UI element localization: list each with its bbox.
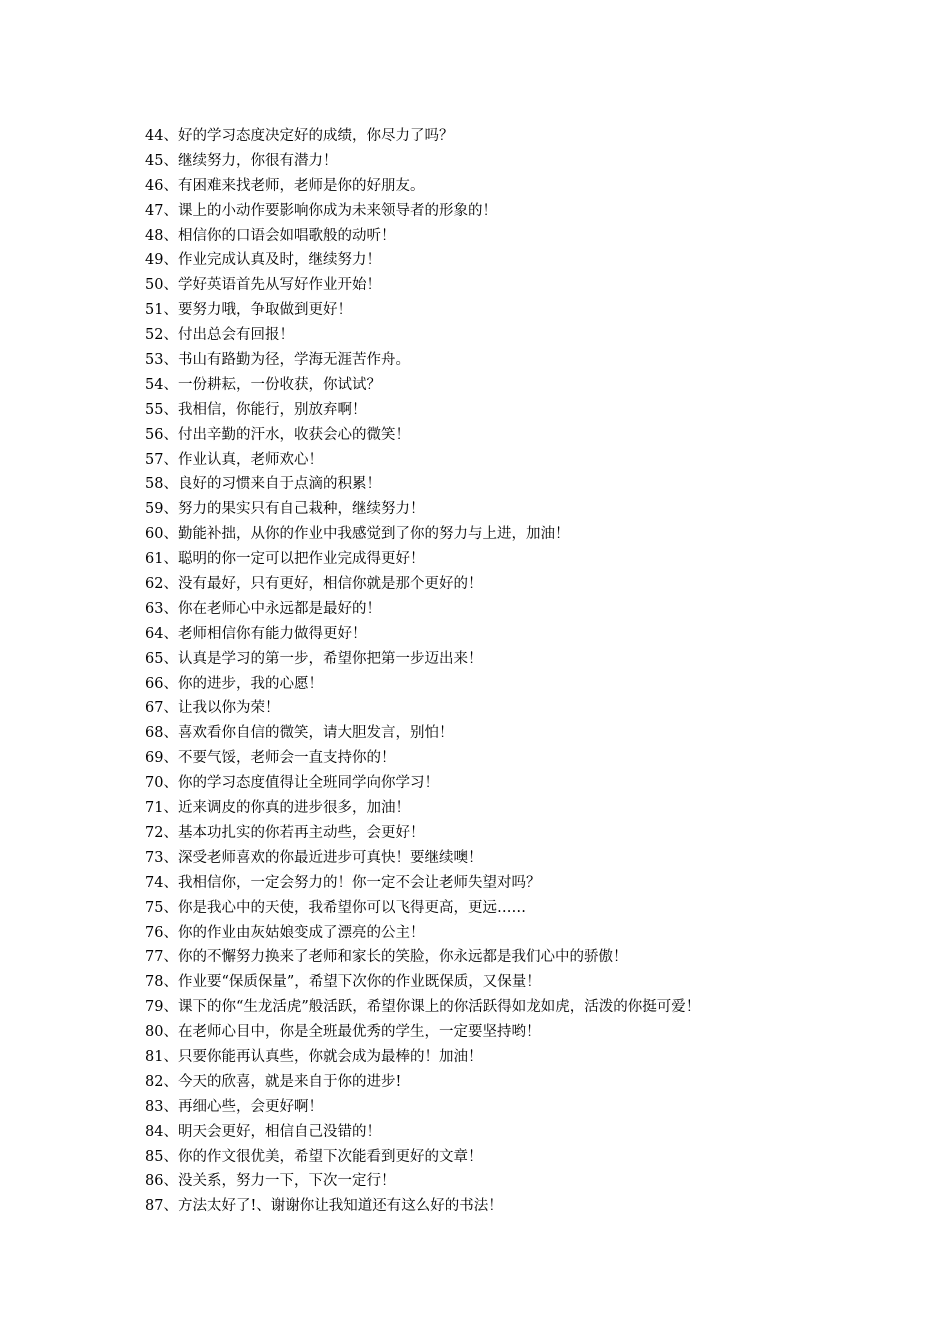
comment-line: 84、明天会更好，相信自己没错的！ [145, 1123, 381, 1140]
comment-line: 71、近来调皮的你真的进步很多，加油！ [145, 800, 410, 817]
comment-line: 69、不要气馁，老师会一直支持你的！ [145, 750, 396, 767]
comment-line: 54、一份耕耘，一份收获，你试试？ [145, 376, 381, 393]
comment-line: 61、聪明的你一定可以把作业完成得更好！ [145, 551, 425, 568]
comment-line: 51、要努力哦，争取做到更好！ [145, 302, 352, 319]
comment-line: 53、书山有路勤为径，学海无涯苦作舟。 [145, 352, 410, 369]
comment-line: 52、付出总会有回报！ [145, 327, 294, 344]
comment-line: 55、我相信，你能行，别放弃啊！ [145, 401, 367, 418]
comment-line: 85、你的作文很优美，希望下次能看到更好的文章！ [145, 1148, 483, 1165]
comment-line: 74、我相信你，一定会努力的！你一定不会让老师失望对吗？ [145, 874, 541, 891]
comment-line: 70、你的学习态度值得让全班同学向你学习！ [145, 775, 439, 792]
comment-line: 86、没关系，努力一下，下次一定行！ [145, 1173, 396, 1190]
comment-line: 72、基本功扎实的你若再主动些，会更好！ [145, 824, 425, 841]
comment-line: 78、作业要“保质保量”，希望下次你的作业既保质，又保量！ [145, 974, 541, 991]
comment-line: 49、作业完成认真及时，继续努力！ [145, 252, 381, 269]
comment-line: 46、有困难来找老师，老师是你的好朋友。 [145, 177, 425, 194]
comment-line: 48、相信你的口语会如唱歌般的动听！ [145, 227, 396, 244]
comment-line: 63、你在老师心中永远都是最好的！ [145, 600, 381, 617]
comment-line: 75、你是我心中的天使，我希望你可以飞得更高，更远…… [145, 899, 526, 916]
comment-line: 87、方法太好了!、谢谢你让我知道还有这么好的书法！ [145, 1198, 503, 1215]
comment-line: 73、深受老师喜欢的你最近进步可真快！要继续噢！ [145, 849, 483, 866]
comment-line: 68、喜欢看你自信的微笑，请大胆发言，别怕！ [145, 725, 454, 742]
comment-line: 60、勤能补拙，从你的作业中我感觉到了你的努力与上进，加油！ [145, 526, 570, 543]
comment-line: 57、作业认真，老师欢心！ [145, 451, 323, 468]
comment-list [145, 124, 845, 1219]
comment-line: 83、再细心些，会更好啊！ [145, 1098, 323, 1115]
comment-line: 56、付出辛勤的汗水，收获会心的微笑！ [145, 426, 410, 443]
comment-line: 76、你的作业由灰姑娘变成了漂亮的公主！ [145, 924, 425, 941]
comment-line: 58、良好的习惯来自于点滴的积累！ [145, 476, 381, 493]
comment-line: 64、老师相信你有能力做得更好！ [145, 625, 367, 642]
comment-line: 47、课上的小动作要影响你成为未来领导者的形象的！ [145, 202, 497, 219]
comment-line: 67、让我以你为荣！ [145, 700, 280, 717]
comment-line: 59、努力的果实只有自己栽种，继续努力！ [145, 501, 425, 518]
comment-line: 82、今天的欣喜，就是来自于你的进步! [145, 1073, 402, 1090]
comment-line: 50、学好英语首先从写好作业开始！ [145, 277, 381, 294]
comment-line: 62、没有最好，只有更好，相信你就是那个更好的！ [145, 576, 483, 593]
comment-line: 65、认真是学习的第一步，希望你把第一步迈出来！ [145, 650, 483, 667]
comment-line: 80、在老师心目中，你是全班最优秀的学生，一定要坚持哟！ [145, 1024, 541, 1041]
comment-line: 79、课下的你“生龙活虎”般活跃，希望你课上的你活跃得如龙如虎，活泼的你挺可爱！ [145, 999, 701, 1016]
comment-line: 66、你的进步，我的心愿！ [145, 675, 323, 692]
comment-line: 44、好的学习态度决定好的成绩，你尽力了吗？ [145, 128, 454, 144]
comment-line: 77、你的不懈努力换来了老师和家长的笑脸，你永远都是我们心中的骄傲！ [145, 949, 628, 966]
comment-line: 45、继续努力，你很有潜力！ [145, 152, 338, 169]
comment-line: 81、只要你能再认真些，你就会成为最棒的！加油！ [145, 1048, 483, 1065]
